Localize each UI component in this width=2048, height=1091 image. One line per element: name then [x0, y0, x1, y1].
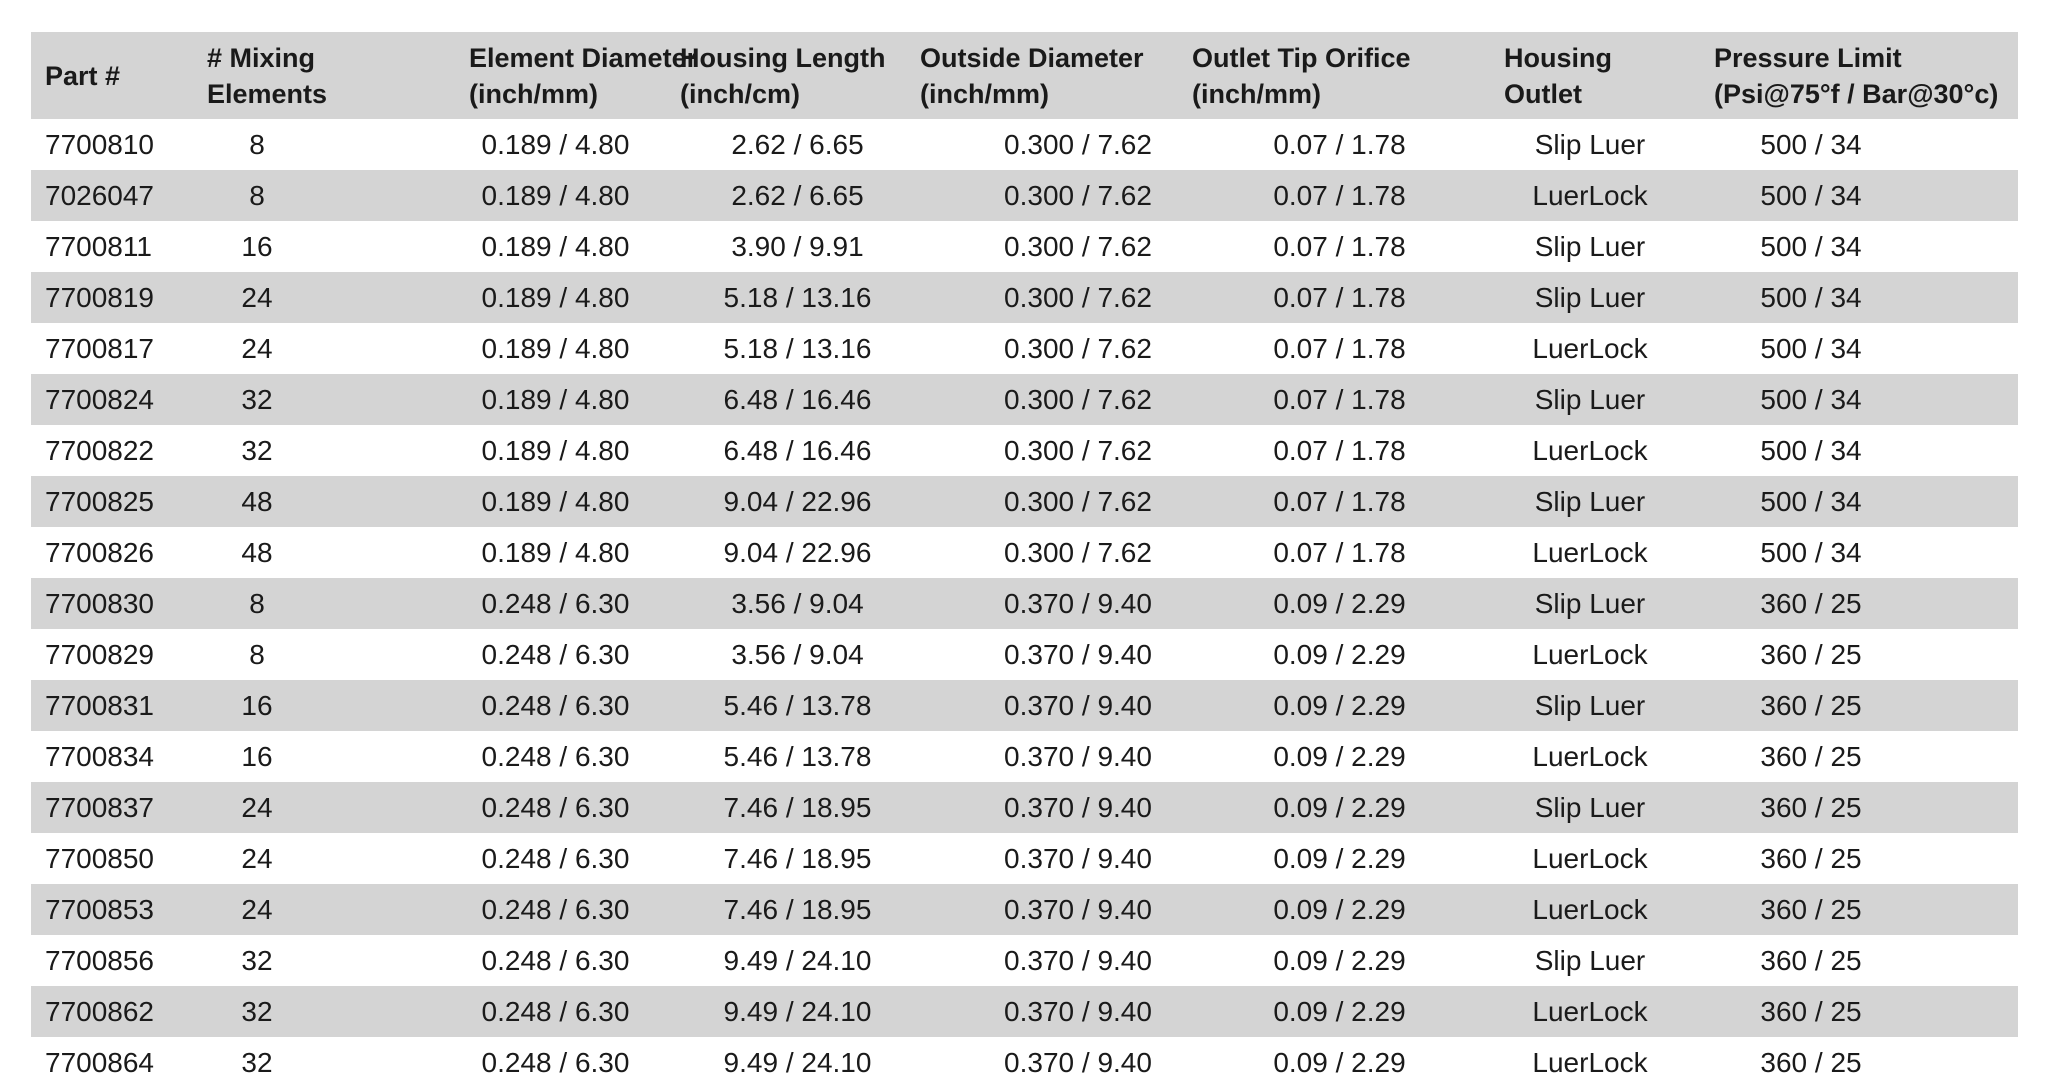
mixing-elements-cell: 32	[241, 1047, 273, 1078]
element-diameter-cell: 0.248 / 6.30	[481, 894, 630, 925]
housing-outlet-cell: Slip Luer	[1534, 129, 1646, 160]
outlet-tip-orifice-cell: 0.09 / 2.29	[1273, 843, 1406, 874]
mixing-elements-cell: 24	[241, 282, 273, 313]
mixing-elements-cell: 24	[241, 333, 273, 364]
part-number-cell: 7700826	[45, 537, 155, 568]
part-number-cell: 7700837	[45, 792, 155, 823]
mixing-elements-cell: 24	[241, 792, 273, 823]
header-outlet-tip-orifice	[1187, 32, 1484, 119]
outside-diameter-cell: 0.300 / 7.62	[1004, 537, 1152, 568]
outside-diameter-cell: 0.300 / 7.62	[1004, 384, 1152, 415]
pressure-limit-cell: 360 / 25	[1760, 996, 1862, 1027]
pressure-limit-cell: 360 / 25	[1760, 792, 1862, 823]
table-row	[31, 884, 2018, 935]
part-number-cell: 7700825	[45, 486, 155, 517]
header-sublabel: (inch/mm)	[1192, 78, 1322, 109]
table-header	[31, 32, 2018, 119]
outside-diameter-cell: 0.370 / 9.40	[1004, 1047, 1152, 1078]
pressure-limit-cell: 500 / 34	[1760, 129, 1862, 160]
outside-diameter-cell: 0.300 / 7.62	[1004, 180, 1152, 211]
outlet-tip-orifice-cell: 0.09 / 2.29	[1273, 588, 1406, 619]
housing-length-cell: 9.49 / 24.10	[723, 1047, 872, 1078]
pressure-limit-cell: 360 / 25	[1760, 639, 1862, 670]
outside-diameter-cell: 0.300 / 7.62	[1004, 129, 1152, 160]
mixing-elements-cell: 16	[241, 741, 273, 772]
outside-diameter-cell: 0.300 / 7.62	[1004, 435, 1152, 466]
table-row	[31, 986, 2018, 1037]
outlet-tip-orifice-cell: 0.09 / 2.29	[1273, 639, 1406, 670]
header-row	[31, 32, 2018, 119]
pressure-limit-cell: 500 / 34	[1760, 231, 1862, 262]
header-element-diameter	[413, 32, 698, 119]
table-row	[31, 170, 2018, 221]
housing-outlet-cell: LuerLock	[1532, 843, 1648, 874]
element-diameter-cell: 0.189 / 4.80	[481, 180, 630, 211]
outlet-tip-orifice-cell: 0.07 / 1.78	[1273, 384, 1406, 415]
outside-diameter-cell: 0.300 / 7.62	[1004, 282, 1152, 313]
housing-length-cell: 9.49 / 24.10	[723, 945, 872, 976]
header-housing-outlet	[1484, 32, 1694, 119]
table-row	[31, 527, 2018, 578]
element-diameter-cell: 0.248 / 6.30	[481, 741, 630, 772]
part-number-cell: 7026047	[45, 180, 155, 211]
header-label: Housing	[1504, 42, 1612, 73]
outside-diameter-cell: 0.370 / 9.40	[1004, 792, 1152, 823]
housing-length-cell: 6.48 / 16.46	[723, 384, 872, 415]
table-row	[31, 476, 2018, 527]
mixing-elements-cell: 8	[249, 588, 265, 619]
element-diameter-cell: 0.189 / 4.80	[481, 384, 630, 415]
part-number-cell: 7700853	[45, 894, 155, 925]
header-label: Outlet Tip Orifice	[1192, 42, 1411, 73]
header-label: Outside Diameter	[920, 42, 1144, 73]
mixer-spec-table	[31, 32, 2018, 1088]
element-diameter-cell: 0.248 / 6.30	[481, 690, 630, 721]
header-label: Element Diameter	[469, 42, 698, 73]
mixing-elements-cell: 8	[249, 129, 265, 160]
outside-diameter-cell: 0.370 / 9.40	[1004, 894, 1152, 925]
housing-length-cell: 5.46 / 13.78	[723, 690, 872, 721]
housing-length-cell: 7.46 / 18.95	[723, 843, 872, 874]
pressure-limit-cell: 500 / 34	[1760, 333, 1862, 364]
pressure-limit-cell: 360 / 25	[1760, 1047, 1862, 1078]
housing-outlet-cell: LuerLock	[1532, 741, 1648, 772]
outlet-tip-orifice-cell: 0.07 / 1.78	[1273, 486, 1406, 517]
outside-diameter-cell: 0.370 / 9.40	[1004, 945, 1152, 976]
part-number-cell: 7700864	[45, 1047, 155, 1078]
outlet-tip-orifice-cell: 0.07 / 1.78	[1273, 537, 1406, 568]
housing-outlet-cell: LuerLock	[1532, 996, 1648, 1027]
table-row	[31, 935, 2018, 986]
pressure-limit-cell: 500 / 34	[1760, 486, 1862, 517]
housing-length-cell: 2.62 / 6.65	[731, 129, 864, 160]
outside-diameter-cell: 0.300 / 7.62	[1004, 333, 1152, 364]
table-row	[31, 629, 2018, 680]
element-diameter-cell: 0.189 / 4.80	[481, 282, 630, 313]
part-number-cell: 7700850	[45, 843, 155, 874]
pressure-limit-cell: 360 / 25	[1760, 894, 1862, 925]
outside-diameter-cell: 0.370 / 9.40	[1004, 741, 1152, 772]
housing-length-cell: 3.56 / 9.04	[731, 639, 864, 670]
outlet-tip-orifice-cell: 0.09 / 2.29	[1273, 894, 1406, 925]
housing-outlet-cell: LuerLock	[1532, 180, 1648, 211]
mixing-elements-cell: 16	[241, 690, 273, 721]
housing-outlet-cell: Slip Luer	[1534, 231, 1646, 262]
outlet-tip-orifice-cell: 0.07 / 1.78	[1273, 180, 1406, 211]
part-number-cell: 7700862	[45, 996, 155, 1027]
table-row	[31, 578, 2018, 629]
element-diameter-cell: 0.189 / 4.80	[481, 537, 630, 568]
outlet-tip-orifice-cell: 0.09 / 2.29	[1273, 996, 1406, 1027]
element-diameter-cell: 0.248 / 6.30	[481, 639, 630, 670]
table-row	[31, 731, 2018, 782]
housing-outlet-cell: Slip Luer	[1534, 384, 1646, 415]
header-outside-diameter	[909, 32, 1187, 119]
housing-outlet-cell: Slip Luer	[1534, 588, 1646, 619]
housing-length-cell: 5.46 / 13.78	[723, 741, 872, 772]
housing-length-cell: 2.62 / 6.65	[731, 180, 864, 211]
outlet-tip-orifice-cell: 0.09 / 2.29	[1273, 690, 1406, 721]
table-row	[31, 323, 2018, 374]
element-diameter-cell: 0.248 / 6.30	[481, 843, 630, 874]
header-sublabel: (Psi@75°f / Bar@30°c)	[1714, 78, 1999, 109]
mixing-elements-cell: 32	[241, 384, 273, 415]
element-diameter-cell: 0.248 / 6.30	[481, 792, 630, 823]
table-row	[31, 119, 2018, 170]
part-number-cell: 7700817	[45, 333, 155, 364]
part-number-cell: 7700829	[45, 639, 155, 670]
mixing-elements-cell: 24	[241, 843, 273, 874]
outside-diameter-cell: 0.370 / 9.40	[1004, 690, 1152, 721]
outlet-tip-orifice-cell: 0.09 / 2.29	[1273, 1047, 1406, 1078]
outside-diameter-cell: 0.300 / 7.62	[1004, 231, 1152, 262]
element-diameter-cell: 0.189 / 4.80	[481, 435, 630, 466]
table-row	[31, 782, 2018, 833]
table-row	[31, 833, 2018, 884]
outlet-tip-orifice-cell: 0.09 / 2.29	[1273, 741, 1406, 772]
outlet-tip-orifice-cell: 0.09 / 2.29	[1273, 945, 1406, 976]
housing-length-cell: 5.18 / 13.16	[723, 282, 872, 313]
part-number-cell: 7700834	[45, 741, 155, 772]
mixing-elements-cell: 48	[241, 486, 273, 517]
housing-outlet-cell: Slip Luer	[1534, 486, 1646, 517]
housing-outlet-cell: LuerLock	[1532, 537, 1648, 568]
mixing-elements-cell: 32	[241, 996, 273, 1027]
mixing-elements-cell: 32	[241, 945, 273, 976]
part-number-cell: 7700830	[45, 588, 155, 619]
pressure-limit-cell: 500 / 34	[1760, 435, 1862, 466]
outlet-tip-orifice-cell: 0.09 / 2.29	[1273, 792, 1406, 823]
housing-outlet-cell: LuerLock	[1532, 435, 1648, 466]
element-diameter-cell: 0.248 / 6.30	[481, 1047, 630, 1078]
header-sublabel: Elements	[207, 78, 328, 109]
outlet-tip-orifice-cell: 0.07 / 1.78	[1273, 282, 1406, 313]
outside-diameter-cell: 0.370 / 9.40	[1004, 639, 1152, 670]
housing-length-cell: 3.56 / 9.04	[731, 588, 864, 619]
housing-outlet-cell: LuerLock	[1532, 894, 1648, 925]
mixing-elements-cell: 8	[249, 180, 265, 211]
housing-outlet-cell: Slip Luer	[1534, 945, 1646, 976]
element-diameter-cell: 0.248 / 6.30	[481, 588, 630, 619]
mixing-elements-cell: 48	[241, 537, 273, 568]
header-label: # Mixing	[207, 42, 316, 73]
element-diameter-cell: 0.189 / 4.80	[481, 333, 630, 364]
header-label: Housing Length	[680, 42, 886, 73]
part-number-cell: 7700856	[45, 945, 155, 976]
part-number-cell: 7700819	[45, 282, 155, 313]
part-number-cell: 7700831	[45, 690, 155, 721]
element-diameter-cell: 0.189 / 4.80	[481, 231, 630, 262]
header-sublabel: (inch/cm)	[680, 78, 801, 109]
pressure-limit-cell: 360 / 25	[1760, 690, 1862, 721]
outlet-tip-orifice-cell: 0.07 / 1.78	[1273, 333, 1406, 364]
mixing-elements-cell: 8	[249, 639, 265, 670]
pressure-limit-cell: 500 / 34	[1760, 180, 1862, 211]
element-diameter-cell: 0.248 / 6.30	[481, 996, 630, 1027]
header-pressure-limit	[1694, 32, 2018, 119]
header-part-number	[31, 32, 167, 119]
housing-outlet-cell: LuerLock	[1532, 639, 1648, 670]
outlet-tip-orifice-cell: 0.07 / 1.78	[1273, 231, 1406, 262]
pressure-limit-cell: 500 / 34	[1760, 282, 1862, 313]
outlet-tip-orifice-cell: 0.07 / 1.78	[1273, 129, 1406, 160]
header-label: Pressure Limit	[1714, 42, 1902, 73]
table-row	[31, 425, 2018, 476]
header-mixing-elements	[167, 32, 413, 119]
pressure-limit-cell: 360 / 25	[1760, 588, 1862, 619]
part-number-cell: 7700822	[45, 435, 155, 466]
housing-length-cell: 9.49 / 24.10	[723, 996, 872, 1027]
housing-outlet-cell: Slip Luer	[1534, 690, 1646, 721]
housing-outlet-cell: Slip Luer	[1534, 792, 1646, 823]
housing-length-cell: 5.18 / 13.16	[723, 333, 872, 364]
part-number-cell: 7700811	[45, 231, 152, 262]
outside-diameter-cell: 0.370 / 9.40	[1004, 996, 1152, 1027]
pressure-limit-cell: 360 / 25	[1760, 741, 1862, 772]
table-body	[31, 119, 2018, 1088]
housing-length-cell: 7.46 / 18.95	[723, 792, 872, 823]
pressure-limit-cell: 360 / 25	[1760, 945, 1862, 976]
part-number-cell: 7700824	[45, 384, 155, 415]
pressure-limit-cell: 500 / 34	[1760, 537, 1862, 568]
mixing-elements-cell: 16	[241, 231, 273, 262]
header-housing-length	[676, 32, 909, 119]
table-row	[31, 272, 2018, 323]
outlet-tip-orifice-cell: 0.07 / 1.78	[1273, 435, 1406, 466]
outside-diameter-cell: 0.300 / 7.62	[1004, 486, 1152, 517]
part-number-cell: 7700810	[45, 129, 155, 160]
header-sublabel: (inch/mm)	[469, 78, 599, 109]
header-label: Part #	[45, 60, 121, 91]
housing-outlet-cell: Slip Luer	[1534, 282, 1646, 313]
housing-length-cell: 6.48 / 16.46	[723, 435, 872, 466]
table-row	[31, 680, 2018, 731]
pressure-limit-cell: 500 / 34	[1760, 384, 1862, 415]
table-row	[31, 374, 2018, 425]
outside-diameter-cell: 0.370 / 9.40	[1004, 588, 1152, 619]
header-sublabel: (inch/mm)	[920, 78, 1050, 109]
pressure-limit-cell: 360 / 25	[1760, 843, 1862, 874]
housing-length-cell: 3.90 / 9.91	[731, 231, 864, 262]
housing-outlet-cell: LuerLock	[1532, 1047, 1648, 1078]
table-row	[31, 1037, 2018, 1088]
element-diameter-cell: 0.189 / 4.80	[481, 486, 630, 517]
element-diameter-cell: 0.189 / 4.80	[481, 129, 630, 160]
element-diameter-cell: 0.248 / 6.30	[481, 945, 630, 976]
housing-length-cell: 9.04 / 22.96	[723, 486, 872, 517]
mixing-elements-cell: 32	[241, 435, 273, 466]
outside-diameter-cell: 0.370 / 9.40	[1004, 843, 1152, 874]
header-sublabel: Outlet	[1504, 78, 1582, 109]
housing-length-cell: 9.04 / 22.96	[723, 537, 872, 568]
table-row	[31, 221, 2018, 272]
mixing-elements-cell: 24	[241, 894, 273, 925]
housing-length-cell: 7.46 / 18.95	[723, 894, 872, 925]
housing-outlet-cell: LuerLock	[1532, 333, 1648, 364]
